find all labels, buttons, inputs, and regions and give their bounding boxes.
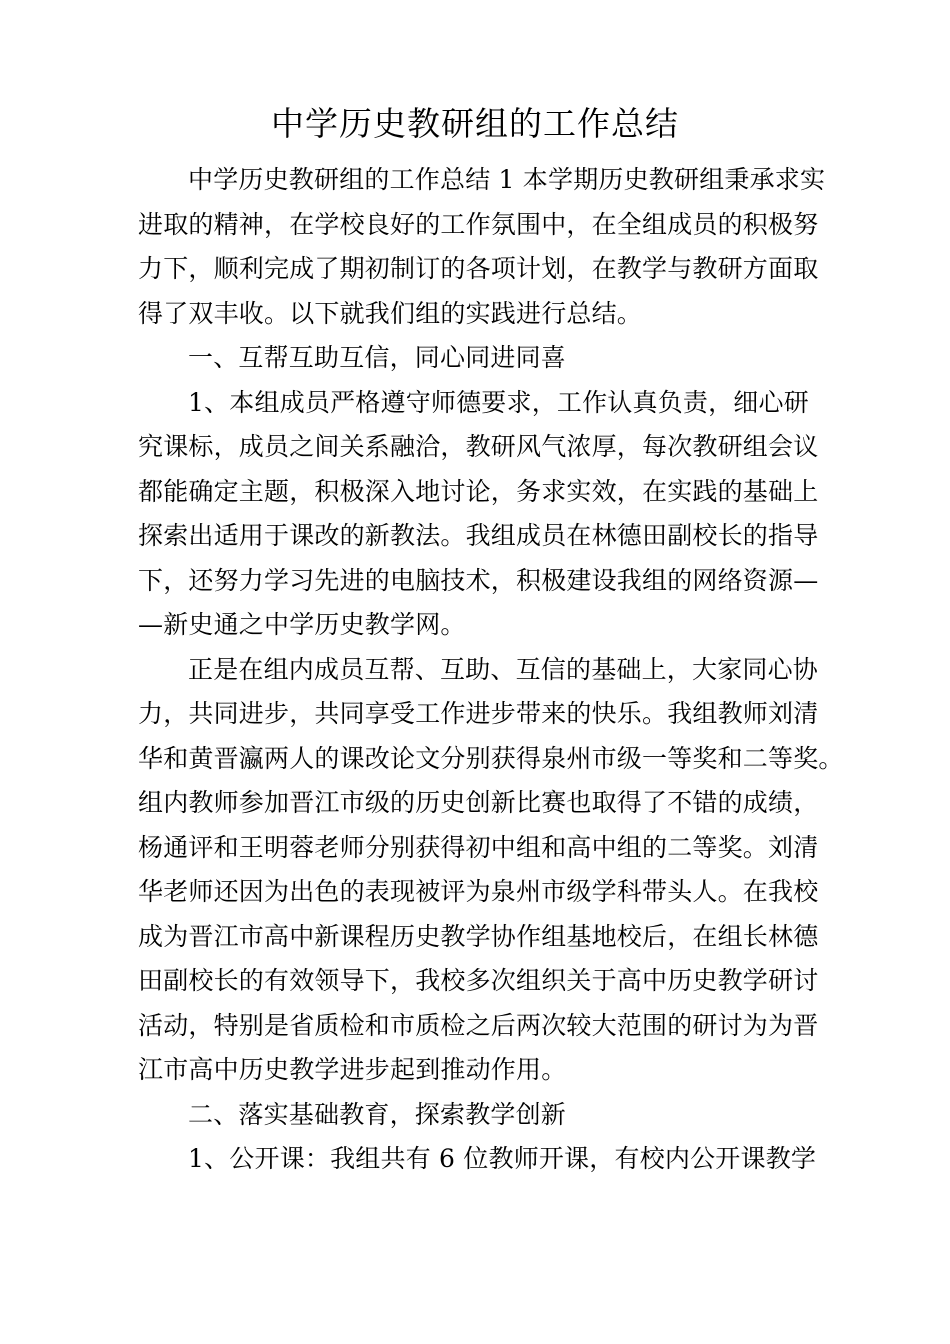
text-line: 得了双丰收。以下就我们组的实践进行总结。	[138, 298, 643, 328]
document-body	[138, 158, 844, 1182]
text-line: 一、互帮互助互信，同心同进同喜	[188, 343, 567, 372]
text-line: 杨通评和王明蓉老师分别获得初中组和高中组的二等奖。刘清	[138, 832, 819, 862]
text-line: 华和黄晋瀛两人的课改论文分别获得泉州市级一等奖和二等奖。	[138, 743, 844, 773]
text-line: 正是在组内成员互帮、互助、互信的基础上，大家同心协	[188, 654, 819, 684]
text-line: 探索出适用于课改的新教法。我组成员在林德田副校长的指导	[138, 521, 819, 550]
text-line: 二、落实基础教育，探索教学创新	[188, 1099, 567, 1129]
text-line: 活动，特别是省质检和市质检之后两次较大范围的研讨为为晋	[138, 1010, 819, 1040]
text-line: 江市高中历史教学进步起到推动作用。	[138, 1055, 567, 1084]
text-line: 中学历史教研组的工作总结 1 本学期历史教研组秉承求实	[188, 165, 826, 194]
text-line: 下，还努力学习先进的电脑技术，积极建设我组的网络资源—	[138, 565, 819, 595]
text-line: 成为晋江市高中新课程历史教学协作组基地校后，在组长林德	[138, 921, 819, 951]
document-title: 中学历史教研组的工作总结	[271, 104, 679, 143]
text-line: 1、本组成员严格遵守师德要求，工作认真负责，细心研	[188, 387, 809, 417]
text-line: 组内教师参加晋江市级的历史创新比赛也取得了不错的成绩，	[138, 788, 819, 817]
text-line: 进取的精神，在学校良好的工作氛围中，在全组成员的积极努	[138, 209, 819, 239]
text-line: 究课标，成员之间关系融洽，教研风气浓厚，每次教研组会议	[138, 432, 819, 461]
text-line: —新史通之中学历史教学网。	[138, 610, 466, 639]
text-line: 1、公开课：我组共有 6 位教师开课，有校内公开课教学	[188, 1144, 817, 1173]
text-line: 田副校长的有效领导下，我校多次组织关于高中历史教学研讨	[138, 966, 819, 995]
text-line: 力，共同进步，共同享受工作进步带来的快乐。我组教师刘清	[138, 699, 819, 728]
text-line: 都能确定主题，积极深入地讨论，务求实效，在实践的基础上	[138, 476, 819, 506]
text-line: 力下，顺利完成了期初制订的各项计划，在教学与教研方面取	[138, 254, 819, 283]
text-line: 华老师还因为出色的表现被评为泉州市级学科带头人。在我校	[138, 877, 819, 906]
